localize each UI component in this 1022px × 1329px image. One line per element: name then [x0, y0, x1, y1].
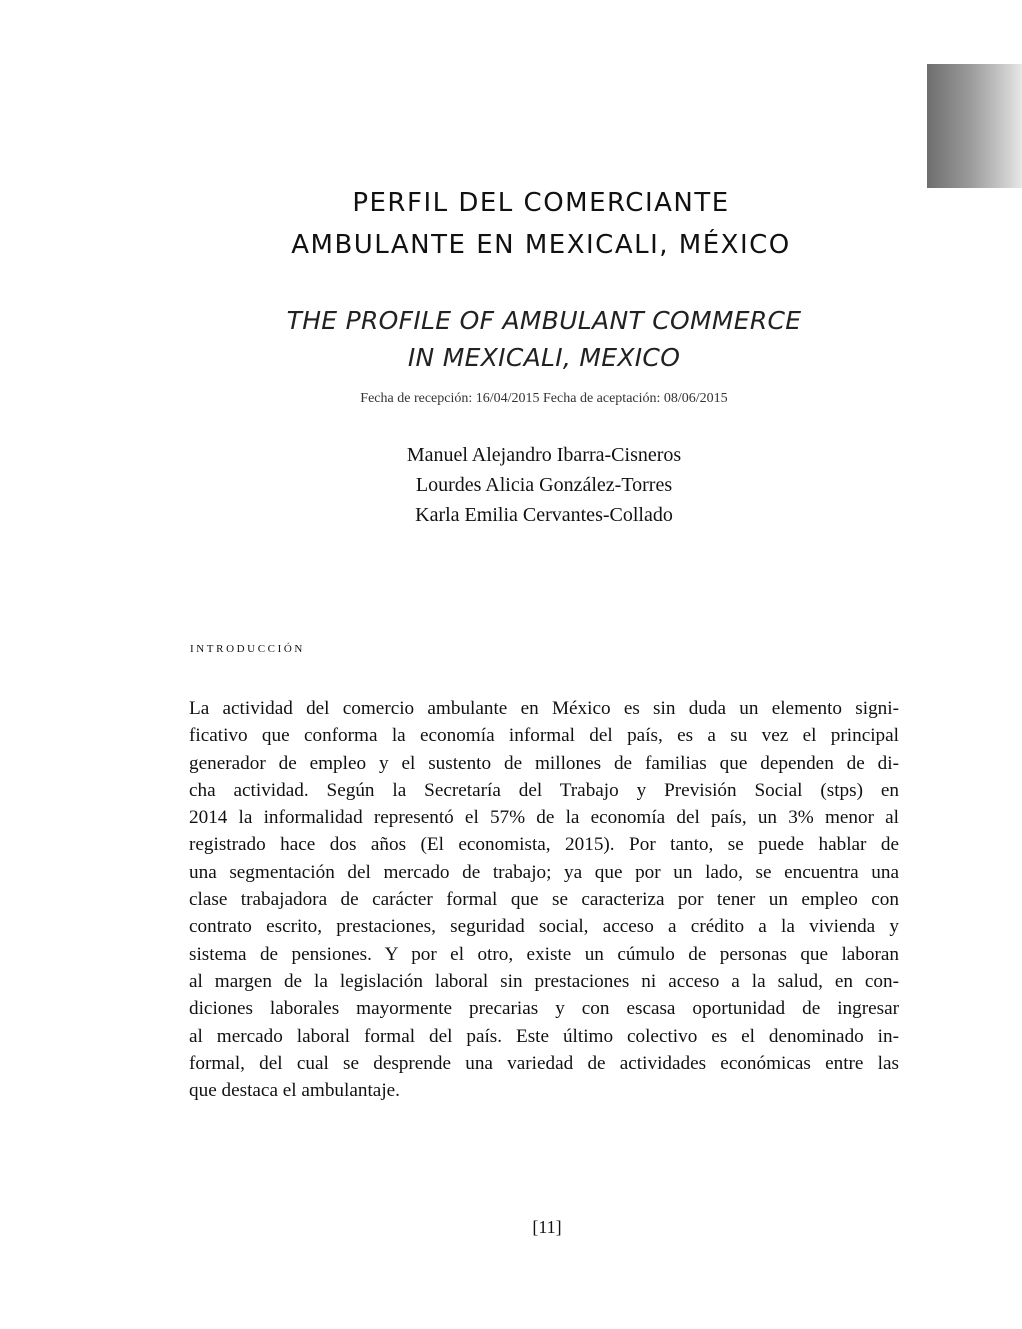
paragraph-line: una segmentación del mercado de trabajo; ya que por un lado, se encuentra una [189, 861, 899, 883]
paragraph-line: formal, del cual se desprende una variedad de actividades económicas entre las [189, 1052, 899, 1074]
paragraph-line: La actividad del comercio ambulante en México es sin duda un elemento signi- [189, 698, 899, 719]
author-name: Lourdes Alicia González-Torres [415, 474, 673, 496]
page-number: [11] [532, 1217, 562, 1237]
introduction-paragraph [189, 695, 899, 1104]
title-spanish [0, 182, 1022, 266]
title-spanish-line-2: AMBULANTE EN MEXICALI, MÉXICO [291, 230, 791, 260]
page-edge-tab [927, 64, 1022, 188]
paragraph-line: contrato escrito, prestaciones, seguridad social, acceso a crédito a la vivienda y [189, 916, 899, 938]
paragraph-line: que destaca el ambulantaje. [189, 1080, 400, 1102]
title-english-line-2: IN MEXICALI, MEXICO [407, 343, 681, 372]
paragraph-line: generador de empleo y el sustento de millones de familias que dependen de di- [189, 752, 899, 774]
author-name: Manuel Alejandro Ibarra-Cisneros [406, 444, 682, 466]
paragraph-line: ficativo que conforma la economía informal del país, es a su vez el principal [189, 725, 899, 747]
paragraph-line: 2014 la informalidad representó el 57% de la economía del país, un 3% menor al [189, 807, 899, 829]
title-spanish-line-1: PERFIL DEL COMERCIANTE [352, 188, 730, 218]
section-heading-introduction: introducción [190, 640, 305, 656]
paragraph-line: registrado hace dos años (El economista, 2015). Por tanto, se puede hablar de [189, 834, 899, 856]
reception-acceptance-dates: Fecha de recepción: 16/04/2015 Fecha de aceptación: 08/06/2015 [360, 391, 728, 406]
author-name: Karla Emilia Cervantes-Collado [415, 504, 673, 526]
paragraph-line: clase trabajadora de carácter formal que se caracteriza por tener un empleo con [189, 889, 899, 911]
title-english-line-1: THE PROFILE OF AMBULANT COMMERCE [286, 306, 802, 335]
paragraph-line: cha actividad. Según la Secretaría del Trabajo y Previsión Social (stps) en [189, 779, 899, 801]
author-list [0, 440, 1022, 530]
paragraph-line: diciones laborales mayormente precarias y con escasa oportunidad de ingresar [189, 998, 899, 1020]
paragraph-line: al margen de la legislación laboral sin prestaciones ni acceso a la salud, en con- [189, 970, 899, 992]
paragraph-line: sistema de pensiones. Y por el otro, existe un cúmulo de personas que laboran [189, 943, 899, 965]
title-english [0, 302, 1022, 376]
paragraph-line: al mercado laboral formal del país. Este último colectivo es el denominado in- [189, 1025, 899, 1047]
